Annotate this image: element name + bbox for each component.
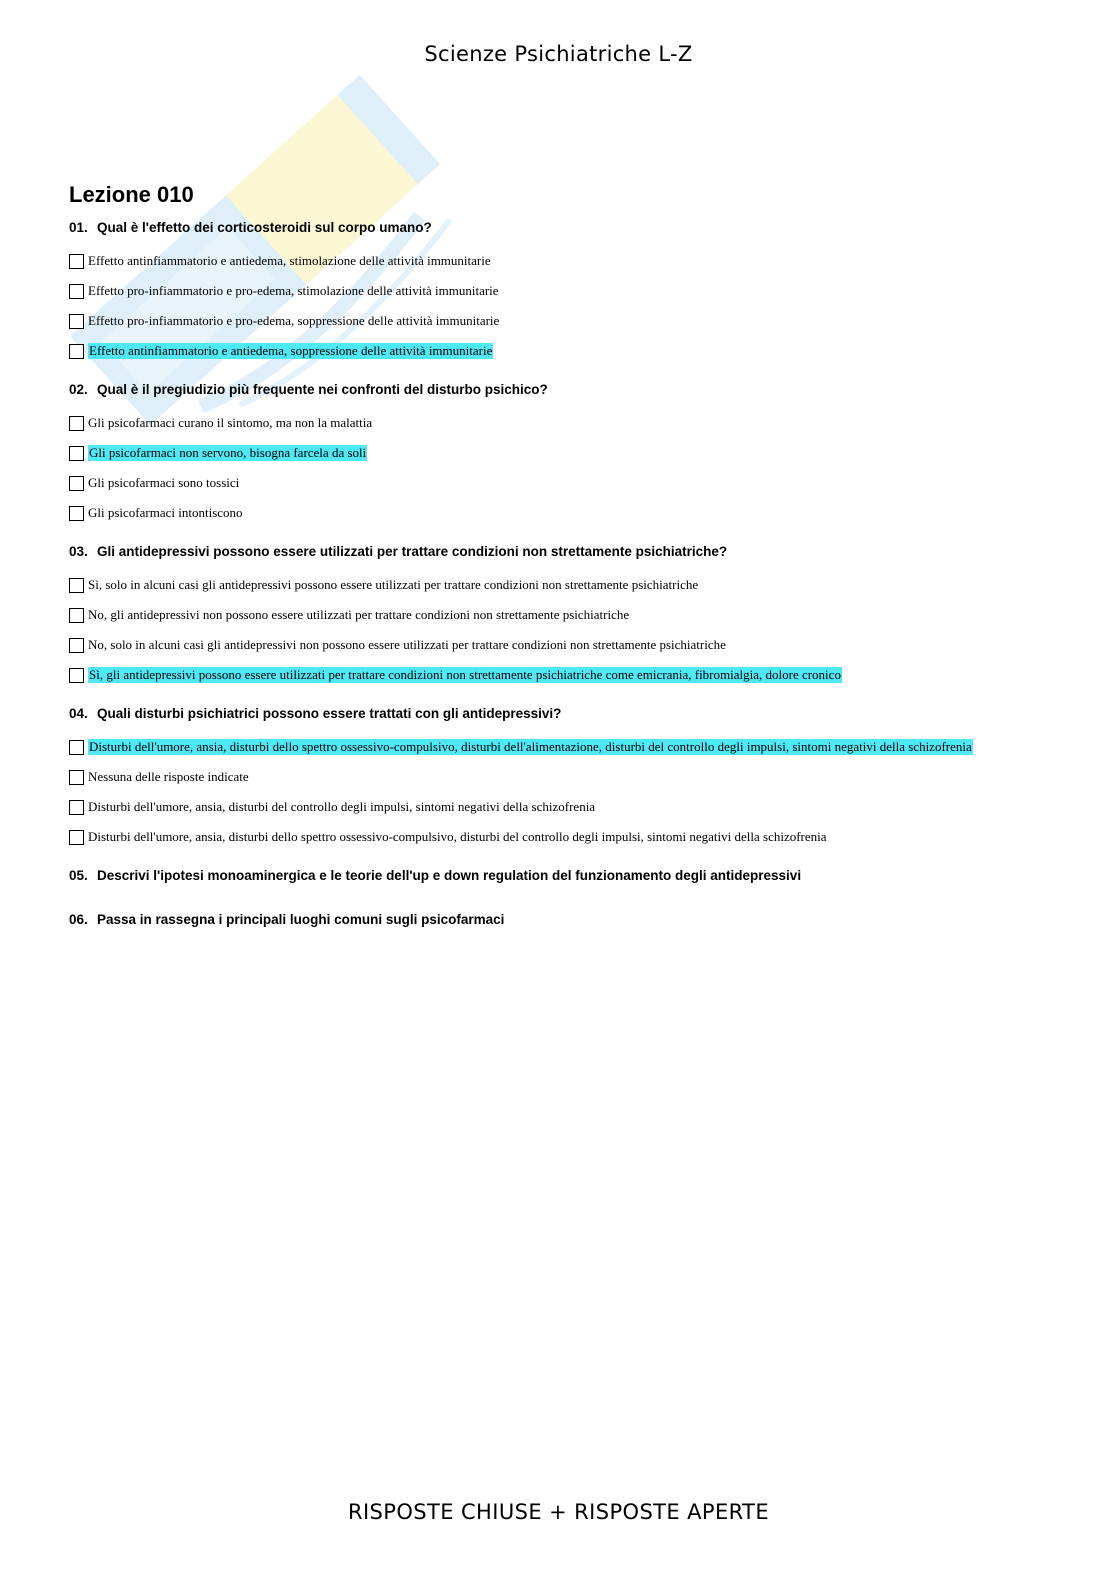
answer-option[interactable] — [69, 762, 1069, 792]
answer-option[interactable] — [69, 822, 1069, 852]
answer-option[interactable] — [69, 660, 1069, 690]
checkbox[interactable] — [69, 608, 84, 623]
checkbox[interactable] — [69, 740, 84, 755]
question-number: 01. — [69, 220, 88, 235]
answer-option[interactable] — [69, 438, 1069, 468]
answer-text: Effetto pro-infiammatorio e pro-edema, stimolazione delle attività immunitarie — [88, 283, 499, 298]
question-text: Passa in rassegna i principali luoghi comuni sugli psicofarmaci — [97, 912, 505, 927]
question-text: Qual è il pregiudizio più frequente nei confronti del disturbo psichico? — [97, 382, 548, 397]
checkbox[interactable] — [69, 506, 84, 521]
answer-text: Effetto antinfiammatorio e antiedema, stimolazione delle attività immunitarie — [88, 253, 491, 268]
page-footer: RISPOSTE CHIUSE + RISPOSTE APERTE — [347, 1500, 770, 1524]
answer-text-highlighted: Disturbi dell'umore, ansia, disturbi dello spettro ossessivo-compulsivo, disturbi dell'alimentazione, disturbi del controllo degli impulsi, sintomi negativi della schizofrenia — [89, 739, 972, 754]
question-text: Descrivi l'ipotesi monoaminergica e le teorie dell'up e down regulation del funzionamento degli antidepressivi — [97, 868, 802, 883]
question-number: 03. — [69, 544, 88, 559]
checkbox[interactable] — [69, 254, 84, 269]
question-01 — [69, 218, 1069, 238]
answer-option[interactable] — [69, 732, 1069, 762]
checkbox[interactable] — [69, 284, 84, 299]
question-03 — [69, 542, 1069, 562]
checkbox[interactable] — [69, 770, 84, 785]
answer-text: No, gli antidepressivi non possono essere utilizzati per trattare condizioni non strettamente psichiatriche — [88, 607, 630, 622]
answer-option[interactable] — [69, 408, 1069, 438]
checkbox[interactable] — [69, 344, 84, 359]
question-number: 05. — [69, 868, 88, 883]
answer-text: Gli psicofarmaci sono tossici — [88, 475, 240, 490]
answer-text: Sì, solo in alcuni casi gli antidepressivi possono essere utilizzati per trattare condizioni non strettamente psichiatriche — [88, 577, 699, 592]
answer-option[interactable] — [69, 246, 1069, 276]
answer-option[interactable] — [69, 570, 1069, 600]
lesson-title: Lezione 010 — [69, 182, 194, 207]
answer-text-highlighted: Gli psicofarmaci non servono, bisogna farcela da soli — [89, 445, 367, 460]
checkbox[interactable] — [69, 800, 84, 815]
answer-text: Effetto pro-infiammatorio e pro-edema, soppressione delle attività immunitarie — [88, 313, 500, 328]
question-number: 06. — [69, 912, 88, 927]
answer-text-highlighted: Sì, gli antidepressivi possono essere utilizzati per trattare condizioni non strettamente psichiatriche come emicrania, fibromialgia, dolore cronico — [89, 667, 841, 682]
answer-text-highlighted: Effetto antinfiammatorio e antiedema, soppressione delle attività immunitarie — [89, 343, 493, 358]
answer-text: Gli psicofarmaci curano il sintomo, ma non la malattia — [88, 415, 373, 430]
question-text: Quali disturbi psichiatrici possono essere trattati con gli antidepressivi? — [97, 706, 562, 721]
answer-text: Gli psicofarmaci intontiscono — [88, 505, 243, 520]
question-text: Qual è l'effetto dei corticosteroidi sul corpo umano? — [97, 220, 432, 235]
answer-option[interactable] — [69, 498, 1069, 528]
answer-option[interactable] — [69, 276, 1069, 306]
answer-text: Disturbi dell'umore, ansia, disturbi dello spettro ossessivo-compulsivo, disturbi del controllo degli impulsi, sintomi negativi della schizofrenia — [88, 829, 827, 844]
answer-option[interactable] — [69, 336, 1069, 366]
checkbox[interactable] — [69, 446, 84, 461]
answer-text: Disturbi dell'umore, ansia, disturbi del controllo degli impulsi, sintomi negativi della schizofrenia — [88, 799, 596, 814]
checkbox[interactable] — [69, 416, 84, 431]
answer-text: Nessuna delle risposte indicate — [88, 769, 249, 784]
checkbox[interactable] — [69, 668, 84, 683]
checkbox[interactable] — [69, 314, 84, 329]
checkbox[interactable] — [69, 476, 84, 491]
question-text: Gli antidepressivi possono essere utilizzati per trattare condizioni non strettamente psichiatriche? — [97, 544, 728, 559]
checkbox[interactable] — [69, 578, 84, 593]
answer-option[interactable] — [69, 630, 1069, 660]
question-number: 02. — [69, 382, 88, 397]
question-list — [69, 218, 1069, 930]
answer-option[interactable] — [69, 792, 1069, 822]
question-06 — [69, 910, 1069, 930]
question-number: 04. — [69, 706, 88, 721]
question-04 — [69, 704, 1069, 724]
checkbox[interactable] — [69, 830, 84, 845]
question-05 — [69, 866, 1069, 886]
document-content — [69, 180, 1069, 954]
question-02 — [69, 380, 1069, 400]
answer-text: No, solo in alcuni casi gli antidepressivi non possono essere utilizzati per trattare condizioni non strettamente psichiatriche — [88, 637, 726, 652]
answer-option[interactable] — [69, 600, 1069, 630]
answer-option[interactable] — [69, 306, 1069, 336]
page-header: Scienze Psichiatriche L-Z — [424, 42, 693, 66]
checkbox[interactable] — [69, 638, 84, 653]
answer-option[interactable] — [69, 468, 1069, 498]
